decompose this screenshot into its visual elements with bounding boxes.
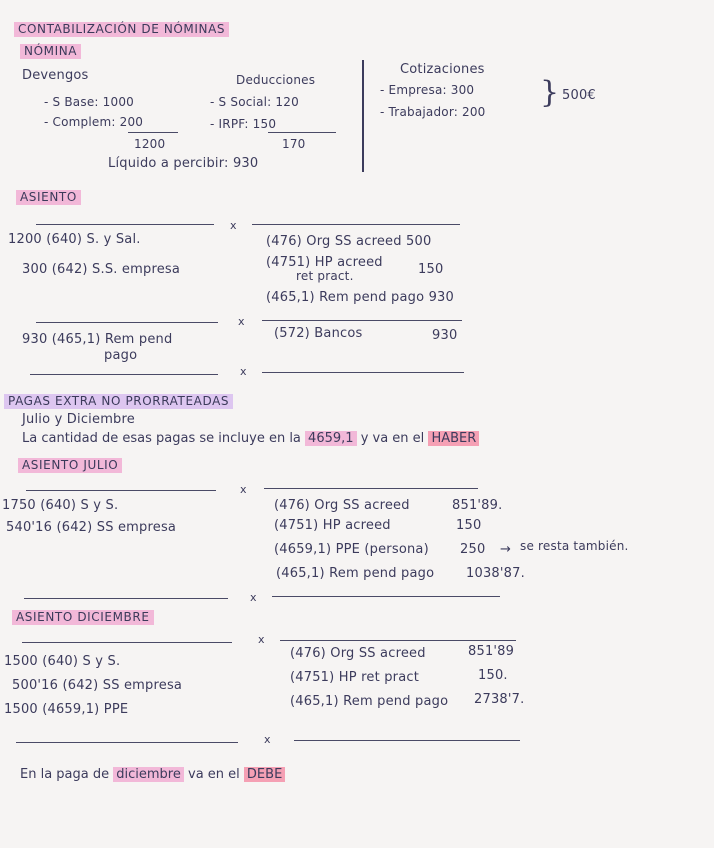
devengos-item: - Complem: 200 [44,115,144,129]
journal-line [252,224,460,225]
deducciones-item: - S Social: 120 [210,95,299,109]
cotizaciones-item: - Empresa: 300 [380,83,475,97]
asiento-julio-heading: ASIENTO JULIO [18,458,122,473]
sentence-text: y va en el [360,431,425,446]
diciembre-debe-entry: 1500 (4659,1) PPE [4,702,129,717]
pagas-extra-heading: PAGAS EXTRA NO PRORRATEADAS [4,394,233,409]
diciembre-debe-entry: 500'16 (642) SS empresa [12,678,183,693]
diciembre-haber-amount: 2738'7. [474,692,525,707]
journal-line [16,742,238,743]
deducciones-item: - IRPF: 150 [210,117,277,131]
pago-debe-entry: 930 (465,1) Rem pend [22,332,173,347]
journal-line [36,224,214,225]
julio-haber-account: (4751) HP acreed [274,518,391,533]
julio-debe-entry: 1750 (640) S y S. [2,498,119,513]
asiento-haber-entry: (476) Org SS acreed 500 [266,234,432,249]
sentence-text: La cantidad de esas pagas se incluye en la [22,431,301,446]
julio-haber-account: (476) Org SS acreed [274,498,410,513]
cross-mark: x [238,315,245,328]
pagas-extra-sentence [22,430,479,448]
cross-mark: x [258,633,265,646]
journal-line [294,740,520,741]
devengos-total: 1200 [134,137,166,151]
julio-debe-entry: 540'16 (642) SS empresa [6,520,177,535]
asiento-haber-amount: 150 [418,262,444,277]
pago-haber-amount: 930 [432,328,458,343]
diciembre-debe-entry: 1500 (640) S y S. [4,654,121,669]
journal-line [30,374,218,375]
asiento-haber-entry: (465,1) Rem pend pago 930 [266,290,454,305]
devengos-item: - S Base: 1000 [44,95,134,109]
journal-line [280,640,516,641]
diciembre-haber-account: (476) Org SS acreed [290,646,426,661]
page-title: CONTABILIZACIÓN DE NÓMINAS [14,22,229,37]
cross-mark: x [240,365,247,378]
liquido-percibir: Líquido a percibir: 930 [108,156,259,171]
cross-mark: x [230,219,237,232]
account-highlight: 4659,1 [305,431,357,446]
diciembre-haber-account: (465,1) Rem pend pago [290,694,449,709]
arrow-right-icon: → [500,542,511,557]
julio-haber-account: (465,1) Rem pend pago [276,566,435,581]
diciembre-haber-amount: 150. [478,668,508,683]
asiento-diciembre-heading: ASIENTO DICIEMBRE [12,610,154,625]
curly-brace-icon: } [540,75,560,110]
deducciones-total: 170 [282,137,306,151]
cross-mark: x [250,591,257,604]
julio-haber-amount: 150 [456,518,482,533]
julio-haber-amount: 1038'87. [466,566,525,581]
diciembre-haber-account: (4751) HP ret pract [290,670,420,685]
divider [362,60,364,172]
month-highlight: diciembre [113,767,184,782]
journal-line [262,372,464,373]
cotizaciones-label: Cotizaciones [400,62,485,77]
journal-line [264,488,478,489]
asiento-haber-entry: (4751) HP acreed [266,255,383,270]
pagas-extra-subtitle: Julio y Diciembre [22,412,135,427]
julio-haber-account: (4659,1) PPE (persona) [274,542,429,557]
journal-line [262,320,462,321]
julio-haber-amount: 250 [460,542,486,557]
journal-line [36,322,218,323]
cross-mark: x [264,733,271,746]
nomina-heading: NÓMINA [20,44,81,59]
journal-line [272,596,500,597]
sentence-text: va en el [188,767,240,782]
asiento-debe-entry: 300 (642) S.S. empresa [22,262,181,277]
journal-line [26,490,216,491]
debe-highlight: DEBE [244,767,285,782]
cross-mark: x [240,483,247,496]
footer-sentence [20,766,285,784]
sentence-text: En la paga de [20,767,110,782]
devengos-label: Devengos [22,68,89,83]
deducciones-label: Deducciones [236,73,316,87]
asiento-haber-entry: ret pract. [296,269,354,283]
pago-haber-entry: (572) Bancos [274,326,363,341]
journal-line [22,642,232,643]
sum-line [128,132,178,133]
cotizaciones-total: 500€ [562,88,596,103]
journal-line [24,598,228,599]
cotizaciones-item: - Trabajador: 200 [380,105,486,119]
haber-highlight: HABER [428,431,479,446]
asiento-debe-entry: 1200 (640) S. y Sal. [8,232,141,247]
sum-line [268,132,336,133]
pago-debe-entry: pago [104,348,138,363]
julio-note: se resta también. [520,539,629,553]
julio-haber-amount: 851'89. [452,498,503,513]
asiento-heading: ASIENTO [16,190,81,205]
diciembre-haber-amount: 851'89 [468,644,515,659]
